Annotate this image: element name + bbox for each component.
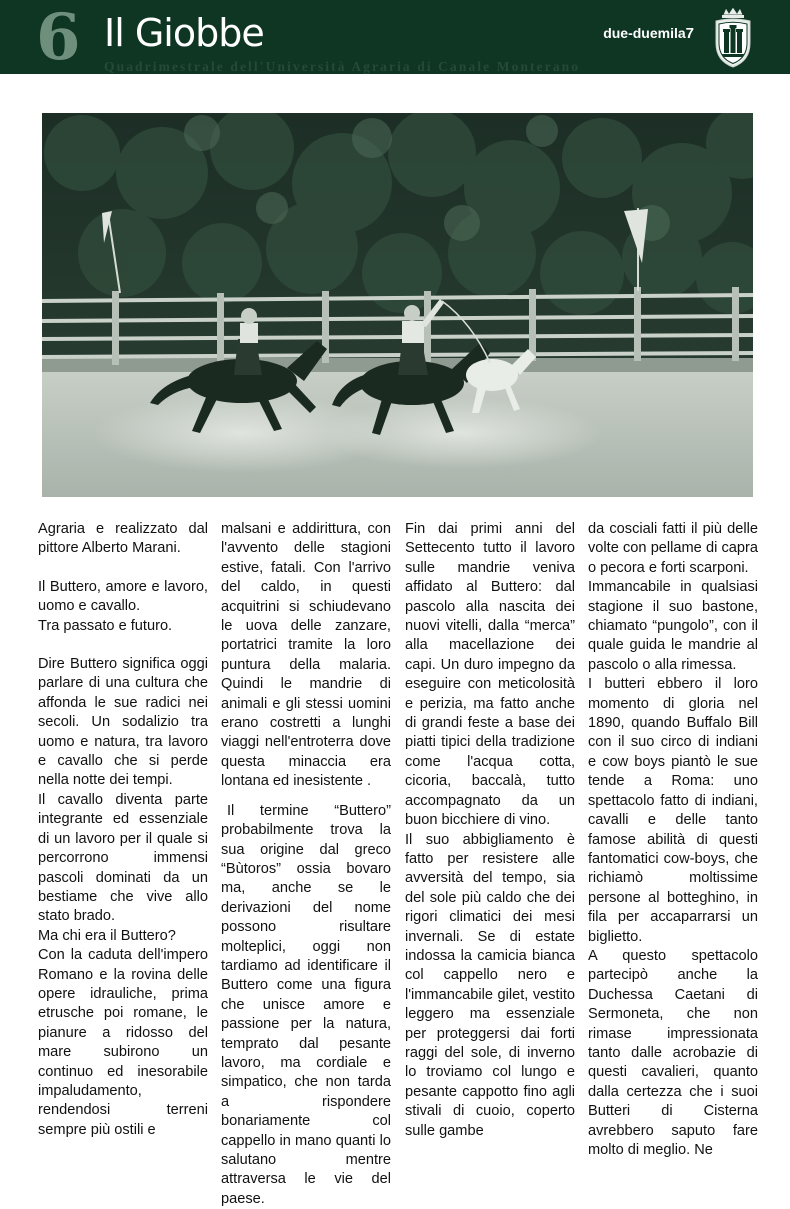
page-number: 6	[36, 0, 81, 75]
paragraph: I butteri ebbero il loro momento di gloria nel 1890, quando Buffalo Bill con il suo circo di indiani e cow boys piantò le sue tende a Roma: uno spettacolo fatto di indiani, cavalli e delle tanto famose abilità di questi fantomatici cow-boys, che richiamò moltissime persone al botteghino, in fila per accaparrarsi un biglietto.	[588, 676, 758, 945]
paragraph: da cosciali fatti il più delle volte con pellame di capra o pecora e forti scarponi.	[588, 521, 758, 576]
paragraph: Tra passato e futuro.	[38, 617, 173, 634]
paragraph: Ma chi era il Buttero?	[38, 927, 176, 944]
photo-rodeo-horsemen-icon	[42, 113, 753, 497]
article-body	[38, 520, 760, 1207]
issue-label	[603, 25, 694, 42]
magazine-subtitle: Quadrimestrale dell'Università Agraria di Canale Monterano	[104, 59, 581, 74]
paragraph: Il termine “Buttero” probabilmente trova la sua origine dal greco “Bùtoros” ossia bovaro ma, anche se le derivazioni del nome possono risultare molteplici, oggi non tardiamo ad identificare il Buttero come una figura che unisce amore e passione per la natura, temprato dal pesante lavoro, ma cordiale e simpatico, che non tarda a rispondere bonariamente col cappello in mano quanti lo salutano mentre attraversa le vie del paese.	[221, 802, 391, 1207]
article-column-4	[588, 520, 758, 1160]
paragraph: Fin dai primi anni del Settecento tutto il lavoro sulle mandrie veniva affidato al Buttero: dal pascolo alla nascita dei nuovi vitelli, dalla “merca” alla macellazione dei capi. Un duro impegno da eseguire con meticolosità e perizia, ma fatto anche di grandi feste a base dei piatti tipici della tradizione come l'acqua cotta, cicoria, baccalà, tutto accompagnato da un buon bicchiere di vino.	[405, 521, 575, 829]
rodeo-photo	[42, 113, 753, 497]
paragraph: Agraria e realizzato dal pittore Alberto Marani.	[38, 521, 208, 557]
article-column-3	[405, 520, 575, 1141]
article-column-1	[38, 520, 208, 1140]
issue-name: due-duemila	[603, 25, 686, 41]
paragraph: Dire Buttero significa oggi parlare di una cultura che affonda le sue radici nei secoli. Un sodalizio tra uomo e natura, tra lavoro e cavallo che si perde nella notte dei tempi.	[38, 656, 208, 789]
magazine-title: Il Giobbe	[104, 11, 264, 55]
paragraph: A questo spettacolo partecipò anche la Duchessa Caetani di Sermoneta, che non rimase impressionata tanto dalle acrobazie di questi cavalieri, quanto dalla certezza che i suoi Butteri di Cisterna avrebbero saputo fare molto di meglio. Ne	[588, 947, 758, 1158]
paragraph: Il suo abbigliamento è fatto per resistere alle avversità del tempo, sia del sole più caldo che dei rigori climatici dei mesi invernali. Se di estate indossa la camicia bianca col cappello nero e l'immancabile gilet, vestito leggero ma essenziale per proteggersi dai forti raggi del sole, di inverno lo troviamo col lungo e pesante cappotto fino agli stivali di cuoio, coperto sulle gambe	[405, 831, 575, 1139]
article-column-2	[221, 520, 391, 1209]
crest-icon	[710, 5, 756, 69]
paragraph: Con la caduta dell'impero Romano e la rovina delle opere idrauliche, prima etrusche poi romane, le pianure a ridosso del mare subirono un continuo ed inesorabile impaludamento, rendendosi terreni sempre più ostili e	[38, 947, 208, 1138]
paragraph: Il Buttero, amore e lavoro, uomo e cavallo.	[38, 578, 208, 615]
issue-number: 7	[685, 25, 694, 42]
paragraph: Il cavallo diventa parte integrante ed essenziale di un lavoro per il quale si percorrono immensi pascoli dominati da un bestiame che vive allo stato brado.	[38, 791, 208, 925]
paragraph: Immancabile in qualsiasi stagione il suo bastone, chiamato “pungolo”, con il quale guida le mandrie al pascolo o alla rimessa.	[588, 579, 758, 673]
masthead	[0, 0, 790, 74]
paragraph: malsani e addirittura, con l'avvento delle stagioni estive, fatali. Con l'arrivo del caldo, in questi acquitrini si schiudevano le uova delle zanzare, portatrici tramite la loro puntura della malaria. Quindi le mandrie di animali e gli stessi uomini erano costretti a lunghi viaggi nell'entroterra dove questa minaccia era lontana ed inesistente .	[221, 521, 391, 790]
